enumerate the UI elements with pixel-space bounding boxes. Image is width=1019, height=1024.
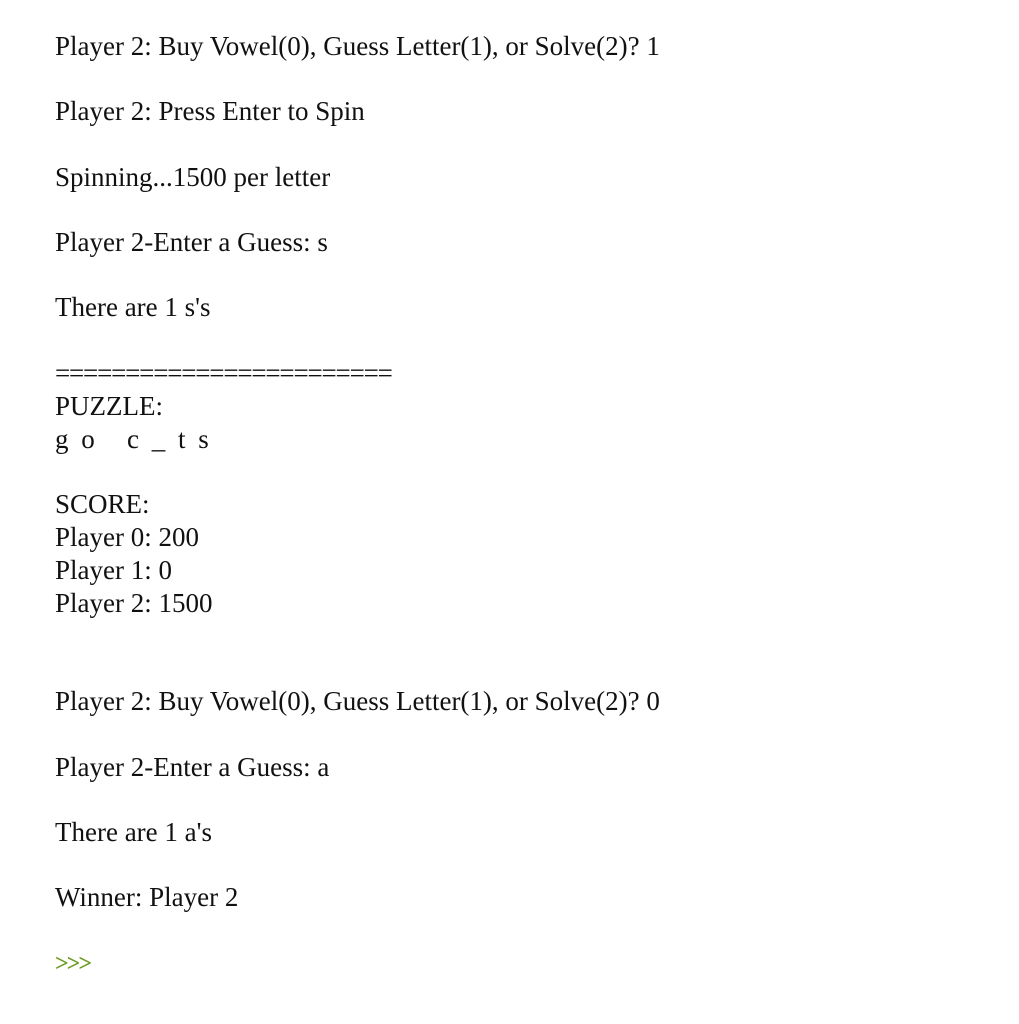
winner-line: Winner: Player 2 [55, 882, 239, 912]
spin-prompt-line: Player 2: Press Enter to Spin [55, 96, 365, 126]
score-player-1: Player 1: 0 [55, 555, 172, 585]
puzzle-label: PUZZLE: [55, 391, 163, 421]
score-player-0: Player 0: 200 [55, 522, 199, 552]
guess-prompt-line: Player 2-Enter a Guess: a [55, 752, 330, 782]
console-output [55, 0, 1019, 1024]
score-player-2: Player 2: 1500 [55, 588, 213, 618]
shell-prompt[interactable]: >>> [55, 951, 91, 977]
score-label: SCORE: [55, 489, 150, 519]
action-prompt-line: Player 2: Buy Vowel(0), Guess Letter(1), or Solve(2)? 1 [55, 31, 660, 61]
puzzle-value: g o c _ t s [55, 424, 212, 454]
action-prompt-line: Player 2: Buy Vowel(0), Guess Letter(1), or Solve(2)? 0 [55, 686, 660, 716]
separator-line: ======================== [55, 358, 392, 388]
guess-result-line: There are 1 a's [55, 817, 213, 847]
guess-prompt-line: Player 2-Enter a Guess: s [55, 227, 328, 257]
guess-result-line: There are 1 s's [55, 292, 211, 322]
spin-result-line: Spinning...1500 per letter [55, 162, 331, 192]
